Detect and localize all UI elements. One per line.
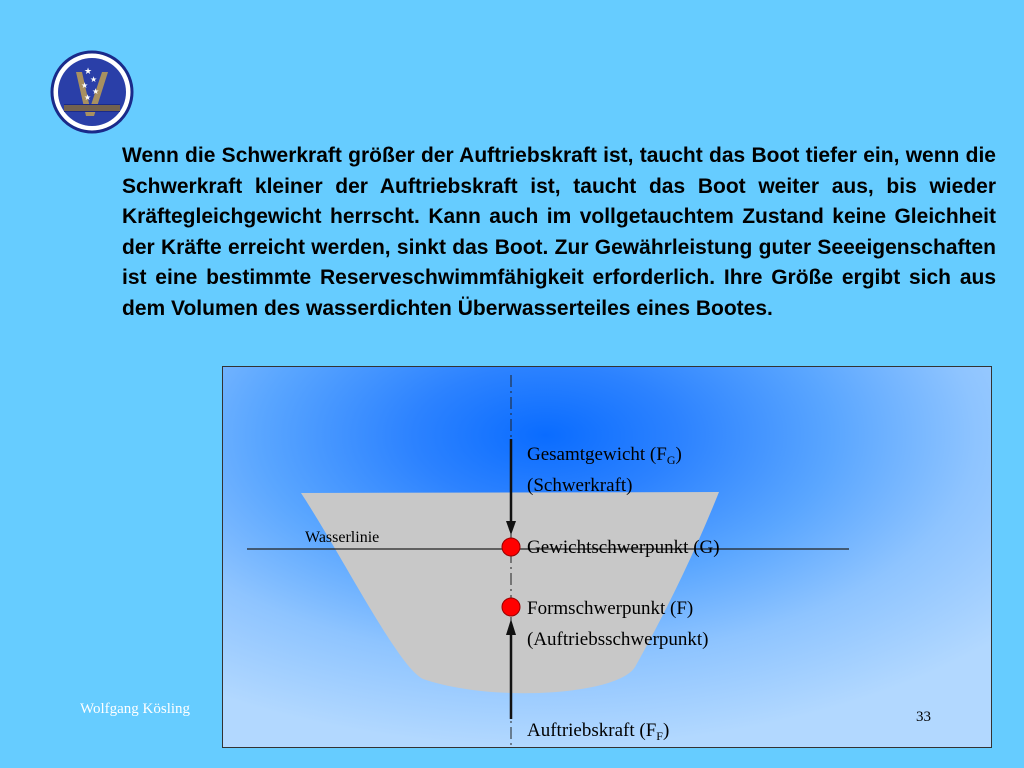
- buoyancy-diagram: [222, 366, 992, 748]
- buoyancy-label: Auftriebskraft $(F_F)$: [527, 720, 670, 743]
- center-of-buoyancy-sublabel: (Auftriebsschwerpunkt): [527, 629, 709, 650]
- slide-number: 33: [916, 709, 931, 725]
- center-of-gravity-label: Gewichtschwerpunkt (G): [527, 537, 720, 558]
- body-text: Wenn die Schwerkraft größer der Auftriebskraft ist, taucht das Boot tiefer ein, wenn die Schwerkraft kleiner der Auftriebskraft ist, taucht das Boot weiter aus, bis wieder Kräftegleichgewicht herrscht. Kann auch im vollgetauchtem Zustand keine Gleichheit der Kräfte erreicht werden, sinkt das Boot. Zur Gewährleistung guter Seeeigenschaften ist eine bestimmte Reserveschwimmfähigkeit erforderlich. Ihre Größe ergibt sich aus dem Volumen des wasserdichten Überwasserteiles eines Bootes.: [122, 144, 996, 320]
- svg-text:★: ★: [90, 75, 98, 84]
- center-of-buoyancy-point: [502, 598, 520, 616]
- logo: [50, 50, 134, 134]
- svg-text:★: ★: [81, 81, 89, 90]
- svg-text:★: ★: [84, 67, 93, 77]
- weight-label: Gesamtgewicht $(F_G)$: [527, 444, 682, 467]
- weight-sublabel: (Schwerkraft): [527, 475, 633, 496]
- author-footer: Wolfgang Kösling: [80, 701, 191, 717]
- center-of-gravity-point: [502, 538, 520, 556]
- center-of-buoyancy-label: Formschwerpunkt (F): [527, 598, 694, 619]
- waterline-label: Wasserlinie: [305, 529, 380, 546]
- svg-text:★: ★: [92, 87, 100, 96]
- svg-text:★: ★: [84, 93, 92, 102]
